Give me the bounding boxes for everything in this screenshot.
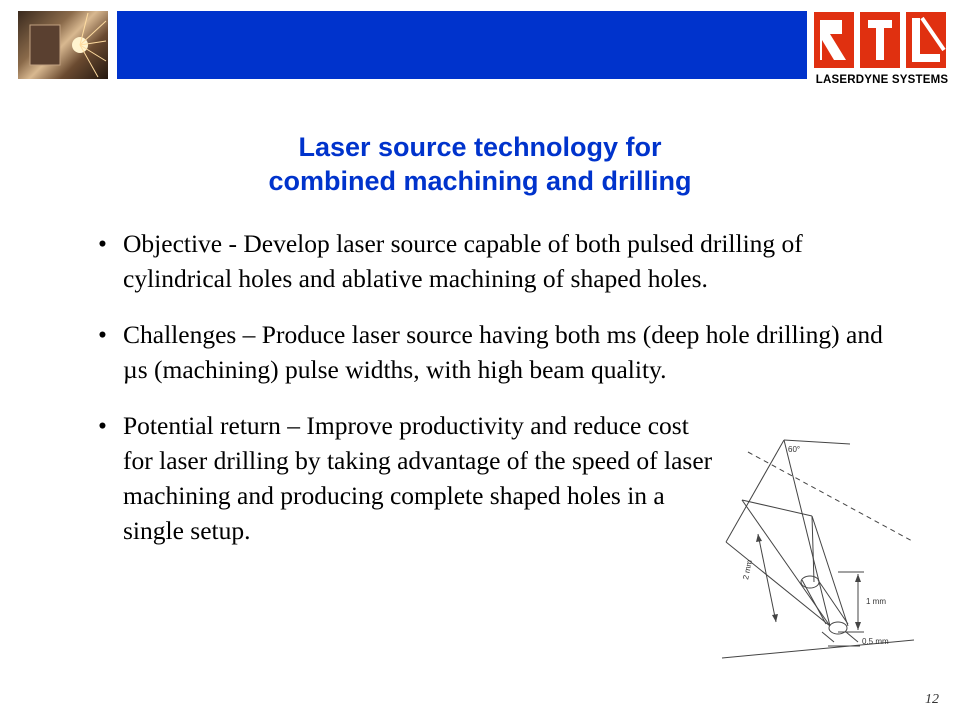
laserdyne-logo: [812, 8, 952, 88]
shaped-hole-diagram: [718, 432, 918, 664]
depth-dimension-label: 1 mm: [866, 597, 886, 606]
angle-label: 60°: [788, 445, 801, 454]
laser-drilling-photo: [18, 11, 108, 79]
rtl-logo-icon: [812, 8, 952, 72]
title-line-1: Laser source technology for: [298, 132, 662, 162]
bullet-text: Potential return – Improve productivity and reduce cost for laser drilling by taking advantage of the speed of laser machining and producing complete shaped holes in a single setup.: [123, 411, 713, 545]
bullet-potential-return: [98, 408, 723, 548]
bullet-challenges: [98, 317, 883, 387]
bullet-text: Challenges – Produce laser source having both ms (deep hole drilling) and µs (machining) pulse widths, with high beam quality.: [123, 320, 883, 384]
header-photo: [18, 11, 108, 79]
bullet-text: Objective - Develop laser source capable of both pulsed drilling of cylindrical holes and ablative machining of shaped holes.: [123, 229, 803, 293]
bullet-dot: •: [98, 320, 107, 349]
logo-text: LASERDYNE SYSTEMS: [815, 74, 949, 86]
page-number: 12: [925, 692, 939, 707]
header-bar: [117, 11, 807, 79]
bullet-objective: [98, 226, 883, 296]
title-line-2: combined machining and drilling: [268, 166, 692, 196]
slide-title: [150, 130, 810, 198]
diameter-dimension-label: 0.5 mm: [862, 637, 889, 646]
length-dimension-label: 2 mm: [741, 558, 755, 581]
bullet-dot: •: [98, 411, 107, 440]
bullet-dot: •: [98, 229, 107, 258]
